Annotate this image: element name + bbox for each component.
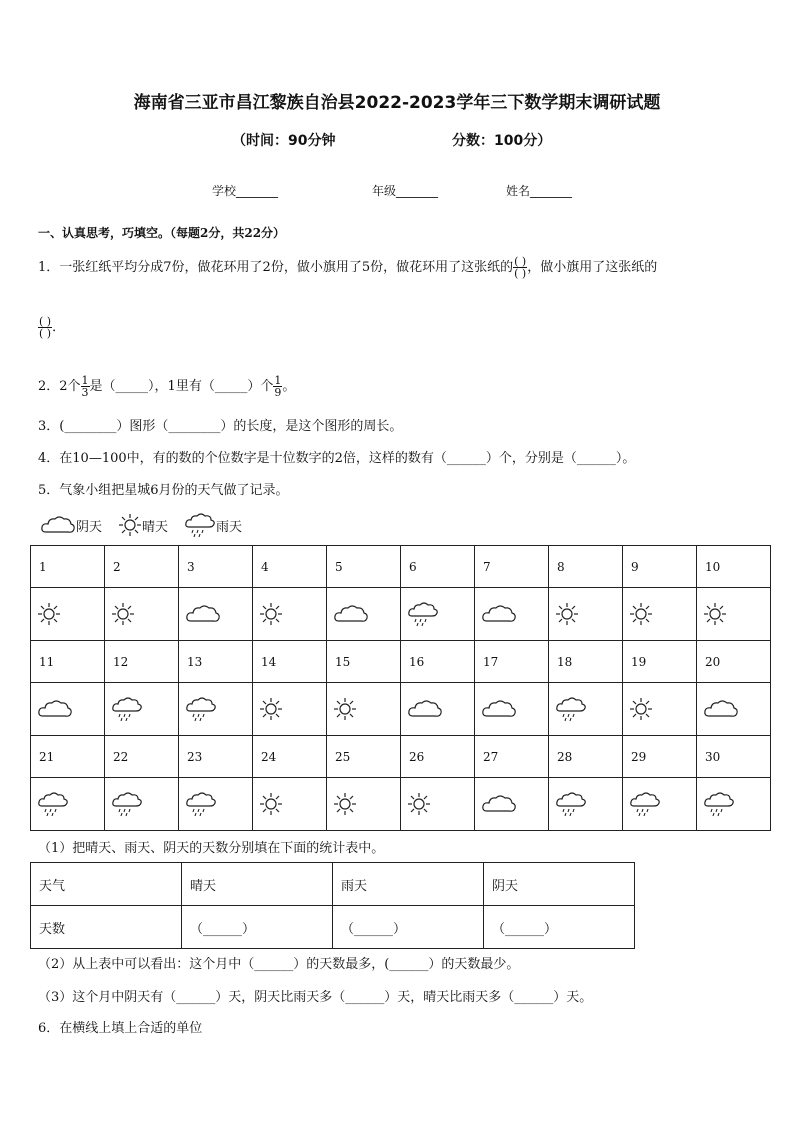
- cloud-icon: [703, 698, 770, 720]
- stat-blank-cloudy[interactable]: （______）: [484, 906, 635, 949]
- calendar-weather-cell: [327, 778, 401, 831]
- stat-header-row: [31, 863, 635, 906]
- calendar-day-number: 18: [549, 641, 623, 683]
- rain-icon: [185, 696, 252, 722]
- subquestion-2: （2）从上表中可以看出：这个月中（______）的天数最多，(______）的天数最少。: [38, 957, 520, 972]
- calendar-day-number: 28: [549, 736, 623, 778]
- weather-stat-table: [30, 862, 635, 949]
- calendar-day-number: 16: [401, 641, 475, 683]
- legend-sunny: 晴天: [118, 513, 168, 537]
- cloud-icon: [481, 793, 548, 815]
- stat-header-weather: 天气: [31, 863, 182, 906]
- calendar-weather-cell: [31, 683, 105, 736]
- calendar-weather-cell: [401, 588, 475, 641]
- calendar-weather-cell: [179, 683, 253, 736]
- stat-value-row: [31, 906, 635, 949]
- rain-icon: [407, 601, 474, 627]
- cloud-icon: [481, 603, 548, 625]
- rain-icon: [629, 791, 696, 817]
- calendar-day-number: 11: [31, 641, 105, 683]
- sun-icon: [333, 697, 400, 721]
- calendar-weather-cell: [549, 683, 623, 736]
- weather-calendar: [30, 545, 771, 831]
- cloud-icon: [40, 514, 76, 536]
- grade-field: 年级_______: [372, 184, 439, 198]
- sun-icon: [259, 602, 326, 626]
- calendar-day-number: 30: [697, 736, 771, 778]
- calendar-weather-cell: [623, 683, 697, 736]
- question-6: 6．在横线上填上合适的单位: [38, 1021, 203, 1036]
- question-3: 3．(________）图形（________）的长度，是这个图形的周长。: [38, 419, 403, 434]
- calendar-day-number: 17: [475, 641, 549, 683]
- calendar-weather-cell: [697, 778, 771, 831]
- stat-blank-rainy[interactable]: （______）: [333, 906, 484, 949]
- rain-icon: [111, 696, 178, 722]
- calendar-day-number: 25: [327, 736, 401, 778]
- calendar-weather-row: [31, 778, 771, 831]
- sun-icon: [259, 792, 326, 816]
- calendar-day-number: 2: [105, 546, 179, 588]
- q2-text-c: 。: [282, 379, 296, 394]
- sun-icon: [118, 513, 142, 537]
- q2-fraction-1-3: $\frac{1}{3}$: [81, 374, 89, 399]
- sun-icon: [37, 602, 104, 626]
- calendar-day-number: 23: [179, 736, 253, 778]
- calendar-weather-cell: [401, 778, 475, 831]
- calendar-weather-cell: [327, 588, 401, 641]
- calendar-weather-cell: [253, 683, 327, 736]
- cloud-icon: [407, 698, 474, 720]
- sun-icon: [259, 697, 326, 721]
- calendar-weather-cell: [697, 683, 771, 736]
- calendar-weather-cell: [401, 683, 475, 736]
- question-5: 5．气象小组把星城6月份的天气做了记录。: [38, 483, 289, 498]
- calendar-day-number: 21: [31, 736, 105, 778]
- calendar-day-number: 19: [623, 641, 697, 683]
- calendar-weather-cell: [475, 778, 549, 831]
- calendar-day-number: 4: [253, 546, 327, 588]
- calendar-weather-cell: [179, 588, 253, 641]
- q1-fraction-blank-2: $\frac{( )}{( )}$: [39, 315, 52, 340]
- calendar-day-number: 13: [179, 641, 253, 683]
- rain-icon: [184, 512, 216, 538]
- calendar-day-number: 6: [401, 546, 475, 588]
- name-field: 姓名_______: [506, 184, 573, 198]
- calendar-day-number: 8: [549, 546, 623, 588]
- calendar-day-number: 3: [179, 546, 253, 588]
- calendar-weather-row: [31, 683, 771, 736]
- rain-icon: [185, 791, 252, 817]
- rain-icon: [555, 791, 622, 817]
- school-field: 学校_______: [212, 184, 279, 198]
- calendar-weather-cell: [31, 588, 105, 641]
- calendar-weather-cell: [105, 683, 179, 736]
- calendar-day-row: [31, 546, 771, 588]
- calendar-weather-cell: [327, 683, 401, 736]
- q1-end: ．: [52, 320, 66, 335]
- stat-row-label: 天数: [31, 906, 182, 949]
- cloud-icon: [481, 698, 548, 720]
- cloud-icon: [333, 603, 400, 625]
- calendar-weather-cell: [623, 588, 697, 641]
- calendar-day-number: 9: [623, 546, 697, 588]
- calendar-day-number: 14: [253, 641, 327, 683]
- calendar-day-number: 15: [327, 641, 401, 683]
- calendar-day-number: 24: [253, 736, 327, 778]
- calendar-weather-cell: [697, 588, 771, 641]
- calendar-day-number: 12: [105, 641, 179, 683]
- exam-title: 海南省三亚市昌江黎族自治县2022-2023学年三下数学期末调研试题: [133, 93, 661, 113]
- stat-blank-sunny[interactable]: （______）: [182, 906, 333, 949]
- calendar-day-number: 26: [401, 736, 475, 778]
- calendar-day-row: [31, 641, 771, 683]
- calendar-day-row: [31, 736, 771, 778]
- calendar-weather-cell: [105, 778, 179, 831]
- legend-rainy: 雨天: [184, 512, 242, 538]
- calendar-weather-cell: [253, 588, 327, 641]
- section-heading: 一、认真思考，巧填空。（每题2分，共22分）: [38, 226, 286, 240]
- calendar-day-number: 22: [105, 736, 179, 778]
- calendar-weather-row: [31, 588, 771, 641]
- calendar-day-number: 1: [31, 546, 105, 588]
- cloud-icon: [185, 603, 252, 625]
- sun-icon: [111, 602, 178, 626]
- calendar-weather-cell: [475, 683, 549, 736]
- rain-icon: [37, 791, 104, 817]
- sun-icon: [333, 792, 400, 816]
- subquestion-1: （1）把晴天、雨天、阴天的天数分别填在下面的统计表中。: [38, 841, 385, 856]
- q1-tail: ，做小旗用了这张纸的: [527, 260, 658, 275]
- calendar-day-number: 10: [697, 546, 771, 588]
- subquestion-3: （3）这个月中阴天有（______）天，阴天比雨天多（______）天，晴天比雨天多（______）天。: [38, 990, 593, 1005]
- rain-icon: [703, 791, 770, 817]
- sun-icon: [407, 792, 474, 816]
- q1-text: 1．一张红纸平均分成7份，做花环用了2份，做小旗用了5份，做花环用了这张纸的: [38, 260, 514, 275]
- rain-icon: [555, 696, 622, 722]
- q1-fraction-blank-1: $\frac{( )}{( )}$: [514, 255, 527, 280]
- legend-cloudy: 阴天: [40, 514, 102, 536]
- question-4: 4．在10—100中，有的数的个位数字是十位数字的2倍，这样的数有（______）个，分别是（______）。: [38, 451, 636, 466]
- calendar-day-number: 27: [475, 736, 549, 778]
- calendar-weather-cell: [31, 778, 105, 831]
- calendar-day-number: 5: [327, 546, 401, 588]
- calendar-weather-cell: [475, 588, 549, 641]
- cloud-icon: [37, 698, 104, 720]
- calendar-weather-cell: [253, 778, 327, 831]
- q2-text-a: 2．2个: [38, 379, 81, 394]
- sun-icon: [703, 602, 770, 626]
- sun-icon: [555, 602, 622, 626]
- exam-time: （时间：90分钟: [232, 133, 336, 149]
- question-2: [38, 375, 295, 398]
- calendar-weather-cell: [179, 778, 253, 831]
- calendar-weather-cell: [549, 778, 623, 831]
- sun-icon: [629, 697, 696, 721]
- calendar-weather-cell: [549, 588, 623, 641]
- calendar-weather-cell: [623, 778, 697, 831]
- sun-icon: [629, 602, 696, 626]
- calendar-day-number: 20: [697, 641, 771, 683]
- rain-icon: [111, 791, 178, 817]
- stat-header-sunny: 晴天: [182, 863, 333, 906]
- stat-header-cloudy: 阴天: [484, 863, 635, 906]
- question-1-continued: [38, 316, 65, 339]
- calendar-day-number: 29: [623, 736, 697, 778]
- calendar-day-number: 7: [475, 546, 549, 588]
- weather-legend: [40, 512, 258, 538]
- question-1: [38, 256, 657, 279]
- exam-score: 分数：100分）: [452, 133, 552, 149]
- calendar-weather-cell: [105, 588, 179, 641]
- q2-fraction-1-9: $\frac{1}{9}$: [274, 374, 282, 399]
- stat-header-rainy: 雨天: [333, 863, 484, 906]
- q2-text-b: 是（_____），1里有（_____）个: [89, 379, 274, 394]
